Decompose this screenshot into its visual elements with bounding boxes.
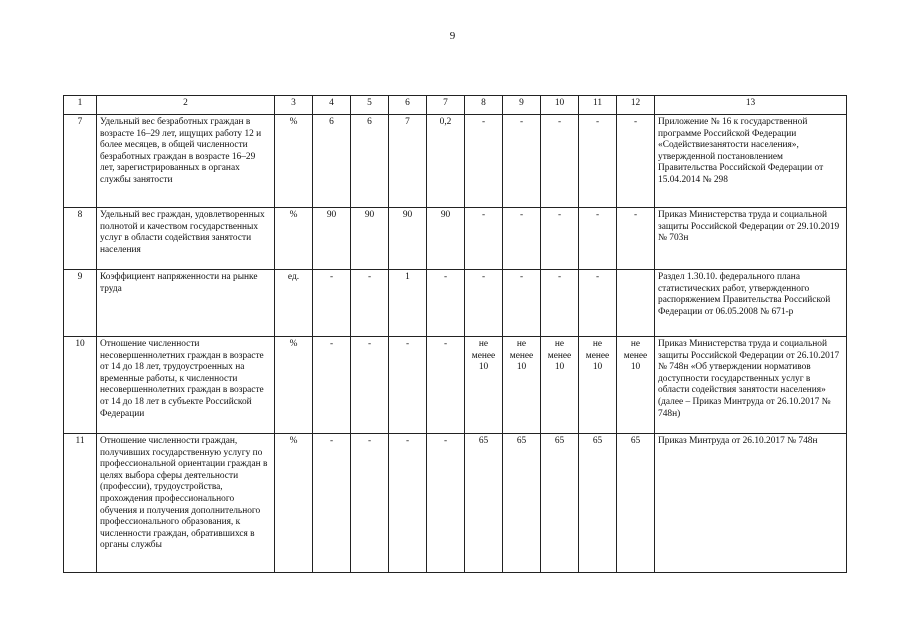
header-cell: 12 xyxy=(617,96,655,115)
row-number: 8 xyxy=(64,208,97,270)
value-cell: не менее 10 xyxy=(503,337,541,434)
indicator-name: Отношение численности несовершеннолетних граждан в возрасте от 14 до 18 лет, трудоустроенных на временные работы, к численности несовершеннолетних граждан в возрасте от 14 до 18 лет в субъекте Российской Федерации xyxy=(97,337,275,434)
header-cell: 13 xyxy=(655,96,847,115)
value-cell: 6 xyxy=(351,115,389,208)
header-cell: 3 xyxy=(275,96,313,115)
row-number: 9 xyxy=(64,270,97,337)
value-cell: 65 xyxy=(503,434,541,573)
value-cell: - xyxy=(503,208,541,270)
value-cell: - xyxy=(503,270,541,337)
source-document: Приказ Министерства труда и социальной защиты Российской Федерации от 26.10.2017 № 748н «Об утверждении нормативов доступности государственных услуг в области содействия занятости населения» (далее – Приказ Минтруда от 26.10.2017 № 748н) xyxy=(655,337,847,434)
row-number: 11 xyxy=(64,434,97,573)
table-row xyxy=(64,434,847,573)
table-row xyxy=(64,208,847,270)
unit-cell: ед. xyxy=(275,270,313,337)
value-cell: - xyxy=(351,270,389,337)
header-cell: 10 xyxy=(541,96,579,115)
value-cell: - xyxy=(579,270,617,337)
value-cell: - xyxy=(465,115,503,208)
header-cell: 8 xyxy=(465,96,503,115)
value-cell: не менее 10 xyxy=(579,337,617,434)
value-cell: - xyxy=(465,208,503,270)
unit-cell: % xyxy=(275,115,313,208)
header-cell: 5 xyxy=(351,96,389,115)
value-cell: 7 xyxy=(389,115,427,208)
indicators-table xyxy=(63,95,847,573)
value-cell: 1 xyxy=(389,270,427,337)
indicator-name: Отношение численности граждан, получивших государственную услугу по профессиональной ориентации граждан в целях выбора сферы деятельности (профессии), трудоустройства, прохождения профессионального обучения и получения дополнительного профессионального образования, к численности граждан, обратившихся в органы службы xyxy=(97,434,275,573)
value-cell: 90 xyxy=(313,208,351,270)
value-cell: 0,2 xyxy=(427,115,465,208)
header-cell: 1 xyxy=(64,96,97,115)
value-cell: - xyxy=(389,434,427,573)
value-cell: - xyxy=(503,115,541,208)
header-cell: 11 xyxy=(579,96,617,115)
value-cell: 65 xyxy=(617,434,655,573)
value-cell: - xyxy=(351,337,389,434)
value-cell: - xyxy=(579,115,617,208)
indicator-name: Коэффициент напряженности на рынке труда xyxy=(97,270,275,337)
source-document: Раздел 1.30.10. федерального плана статистических работ, утвержденного распоряжением Правительства Российской Федерации от 06.05.2008 № 671-р xyxy=(655,270,847,337)
unit-cell: % xyxy=(275,337,313,434)
table-row xyxy=(64,270,847,337)
value-cell: 65 xyxy=(465,434,503,573)
value-cell: - xyxy=(351,434,389,573)
value-cell: - xyxy=(313,270,351,337)
value-cell: - xyxy=(617,115,655,208)
value-cell: - xyxy=(427,337,465,434)
source-document: Приказ Минтруда от 26.10.2017 № 748н xyxy=(655,434,847,573)
value-cell: - xyxy=(389,337,427,434)
unit-cell: % xyxy=(275,434,313,573)
value-cell: 65 xyxy=(579,434,617,573)
value-cell: - xyxy=(427,270,465,337)
value-cell: 90 xyxy=(427,208,465,270)
row-number: 10 xyxy=(64,337,97,434)
header-cell: 7 xyxy=(427,96,465,115)
value-cell: - xyxy=(427,434,465,573)
value-cell: не менее 10 xyxy=(617,337,655,434)
value-cell: - xyxy=(465,270,503,337)
header-cell: 9 xyxy=(503,96,541,115)
page-number: 9 xyxy=(449,30,456,42)
row-number: 7 xyxy=(64,115,97,208)
value-cell: 65 xyxy=(541,434,579,573)
source-document: Приложение № 16 к государственной программе Российской Федерации «Содействиезанятости населения», утвержденной постановлением Правительства Российской Федерации от 15.04.2014 № 298 xyxy=(655,115,847,208)
header-cell: 6 xyxy=(389,96,427,115)
table-row xyxy=(64,337,847,434)
value-cell: 90 xyxy=(351,208,389,270)
indicator-name: Удельный вес граждан, удовлетворенных полнотой и качеством государственных услуг в области содействия занятости населения xyxy=(97,208,275,270)
value-cell: - xyxy=(313,434,351,573)
value-cell: - xyxy=(579,208,617,270)
value-cell: - xyxy=(617,208,655,270)
indicator-name: Удельный вес безработных граждан в возрасте 16–29 лет, ищущих работу 12 и более месяцев, в общей численности безработных граждан в возрасте 16–29 лет, зарегистрированных в органах службы занятости xyxy=(97,115,275,208)
table-row xyxy=(64,115,847,208)
value-cell: не менее 10 xyxy=(541,337,579,434)
value-cell: - xyxy=(541,208,579,270)
value-cell: 6 xyxy=(313,115,351,208)
value-cell: - xyxy=(313,337,351,434)
value-cell: не менее 10 xyxy=(465,337,503,434)
source-document: Приказ Министерства труда и социальной защиты Российской Федерации от 29.10.2019 № 703н xyxy=(655,208,847,270)
value-cell: - xyxy=(541,115,579,208)
header-cell: 2 xyxy=(97,96,275,115)
unit-cell: % xyxy=(275,208,313,270)
value-cell: 90 xyxy=(389,208,427,270)
header-cell: 4 xyxy=(313,96,351,115)
value-cell: - xyxy=(541,270,579,337)
header-row xyxy=(64,96,847,115)
value-cell xyxy=(617,270,655,337)
